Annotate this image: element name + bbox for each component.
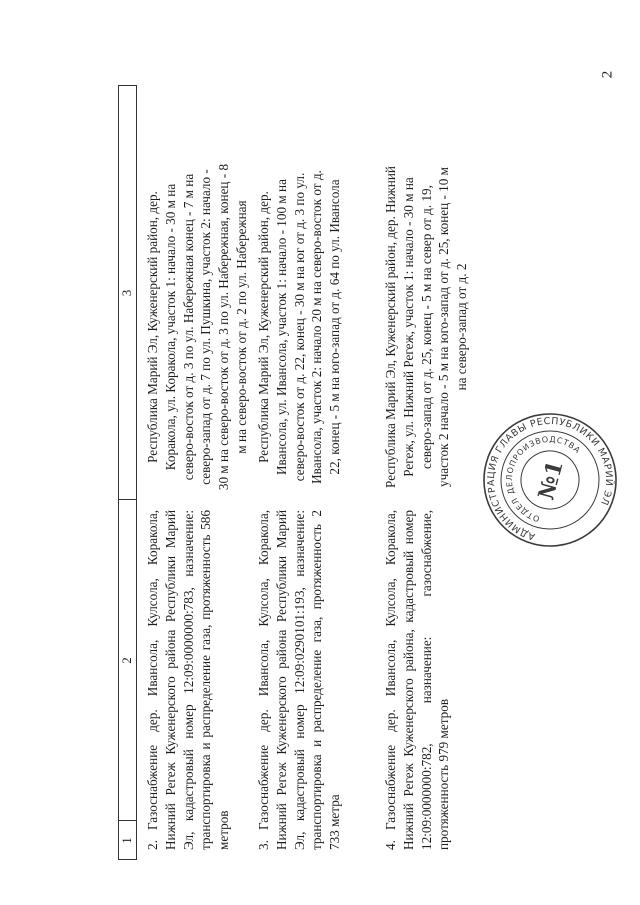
row-number: 3. [256,840,271,850]
location-text: Республика Марий Эл, Куженерский район, дер. Коракола, ул. Коракола, участок 1: начало - 30 м на северо-восток от д. 3 по ул. Набережная конец - 7 м на северо-запад от д. 7 по ул. Пушкина, участок 2: начало - 30 м на северо-восток от д. 3 по ул. Набережная, конец - 8 м на северо-восток от д. 2 по ул. Набережная [145,163,249,491]
seal-number: №1 [533,457,569,503]
header-col-2: 2 [119,657,134,664]
object-text: Газоснабжение дер. Ивансола, Кулсола, Коракола, Нижний Регеж Куженерского района Республики Марий Эл, кадастровый номер 12:09:0000000:783, назначение: транспортировка и распределение газа, протяженность 586 метров [145,510,232,850]
header-col-1: 1 [119,837,134,844]
object-text: Газоснабжение дер. Ивансола, Кулсола, Коракола, Нижний Регеж Куженерского района Республики Марий Эл, кадастровый номер 12:09:0290101:193, назначение: транспортировка и распределение газа, протяженность 2 733 метра [256,510,343,850]
page-number: 2 [599,70,616,79]
object-description [144,510,233,850]
official-seal-stamp [480,410,620,550]
object-text: Газоснабжение дер. Ивансола, Кулсола, Коракола, Нижний Регеж Куженерского района, кадастровый номер 12:09:0000000:782, назначение: газоснабжение, протяженность 979 метров [383,510,452,850]
header-col-3: 3 [119,289,134,297]
document-table [118,85,470,860]
seal-inner-text: ОТДЕЛ ДЕЛОПРОИЗВОДСТВА [504,434,583,524]
location-text: Республика Марий Эл, Куженерский район, дер. Нижний Регеж, ул. Нижний Регеж, участок 1: начало - 30 м на северо-запад от д. 25, конец - 5 м на север от д. 19, участок 2 начало - 5 м на юго-запад от д. 25, конец - 10 м на северо-запад от д. 2 [383,166,470,488]
object-description [382,510,453,850]
table-header-border [136,85,137,860]
location-text: Республика Марий Эл, Куженерский район, дер. Ивансола, ул. Ивансола, участок 1: начало - 100 м на северо-восток от д. 22, конец - 30 м на юг от д. 3 по ул. Ивансола, участок 2: начало 20 м на северо-восток от д. 22, конец - 5 м на юго-запад от д. 64 по ул. Ивансола [256,170,343,484]
seal-outer-text: АДМИНИСТРАЦИЯ ГЛАВЫ РЕСПУБЛИКИ МАРИЙ ЭЛ [485,415,615,542]
row-number: 4. [383,840,398,850]
object-description [255,510,344,850]
row-number: 2. [145,840,160,850]
